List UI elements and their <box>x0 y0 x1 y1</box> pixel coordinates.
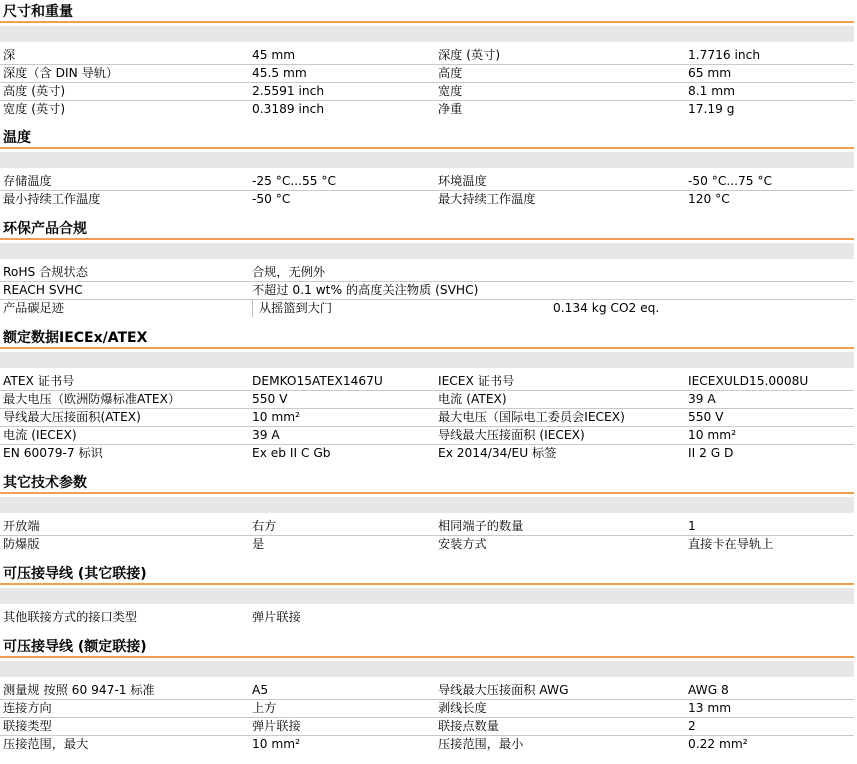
spec-value: 0.134 kg CO2 eq. <box>553 301 660 315</box>
section-header-band <box>0 243 854 259</box>
spec-label: 压接范围，最大 <box>3 737 89 751</box>
spec-label: 最大持续工作温度 <box>438 192 536 206</box>
table-row <box>0 445 854 463</box>
table-row <box>0 427 854 445</box>
spec-value: -50 °C...75 °C <box>688 174 772 188</box>
section-title: 其它技术参数 <box>0 472 854 494</box>
spec-label: 导线最大压接面积 AWG <box>438 683 569 697</box>
table-row <box>0 409 854 427</box>
section-clampable-rated <box>0 636 854 754</box>
spec-value: 右方 <box>252 519 277 533</box>
spec-value: IECEXULD15.0008U <box>688 374 809 388</box>
spec-value: 2.5591 inch <box>252 84 325 98</box>
spec-value: 39 A <box>252 428 280 442</box>
section-title: 尺寸和重量 <box>0 1 854 23</box>
spec-value: 0.22 mm² <box>688 737 748 751</box>
section-header-band <box>0 497 854 513</box>
spec-value: 39 A <box>688 392 716 406</box>
table-row <box>0 300 854 318</box>
section-title: 温度 <box>0 127 854 149</box>
spec-label: 深度 (英寸) <box>438 48 501 62</box>
spec-label: 产品碳足迹 <box>3 301 64 315</box>
spec-label: 电流 (IECEX) <box>3 428 77 442</box>
section-environmental-compliance <box>0 218 854 318</box>
table-row <box>0 264 854 282</box>
spec-value: Ex eb II C Gb <box>252 446 331 460</box>
spec-value: 合规，无例外 <box>252 265 326 279</box>
section-clampable-other <box>0 563 854 627</box>
section-other-technical <box>0 472 854 554</box>
section-title: 额定数据IECEx/ATEX <box>0 327 854 349</box>
spec-label: 联接类型 <box>3 719 52 733</box>
spec-label: 最大电压（欧洲防爆标准ATEX） <box>3 392 181 406</box>
spec-label: ATEX 证书号 <box>3 374 75 388</box>
spec-label: 宽度 (英寸) <box>3 102 66 116</box>
spec-value: 弹片联接 <box>252 610 301 624</box>
spec-label: 净重 <box>438 102 463 116</box>
table-row <box>0 536 854 554</box>
table-row <box>0 101 854 119</box>
spec-value: 2 <box>688 719 696 733</box>
spec-value: DEMKO15ATEX1467U <box>252 374 383 388</box>
spec-value: 120 °C <box>688 192 730 206</box>
table-row <box>0 700 854 718</box>
table-row <box>0 609 854 627</box>
table-row <box>0 682 854 700</box>
spec-label: 测量规 按照 60 947-1 标准 <box>3 683 155 697</box>
section-iecex-atex <box>0 327 854 463</box>
spec-value: 上方 <box>252 701 277 715</box>
spec-label: 开放端 <box>3 519 40 533</box>
spec-value: 13 mm <box>688 701 732 715</box>
spec-value: 10 mm² <box>252 737 301 751</box>
section-temperature <box>0 127 854 209</box>
spec-value: -50 °C <box>252 192 291 206</box>
spec-label: 剥线长度 <box>438 701 487 715</box>
section-title: 可压接导线 (额定联接) <box>0 636 854 658</box>
spec-label: 防爆版 <box>3 537 40 551</box>
spec-label: 存储温度 <box>3 174 52 188</box>
spec-label: 相同端子的数量 <box>438 519 524 533</box>
section-header-band <box>0 352 854 368</box>
spec-label: 导线最大压接面积 (IECEX) <box>438 428 585 442</box>
section-header-band <box>0 661 854 677</box>
spec-value: 45.5 mm <box>252 66 307 80</box>
spec-label: 高度 <box>438 66 463 80</box>
spec-label: 压接范围，最小 <box>438 737 524 751</box>
spec-label: EN 60079-7 标识 <box>3 446 103 460</box>
spec-value: 0.3189 inch <box>252 102 325 116</box>
spec-value: 1.7716 inch <box>688 48 761 62</box>
section-title: 环保产品合规 <box>0 218 854 240</box>
table-row <box>0 736 854 754</box>
spec-value: 550 V <box>688 410 724 424</box>
spec-value: 10 mm² <box>688 428 737 442</box>
table-row <box>0 65 854 83</box>
table-row <box>0 47 854 65</box>
spec-value: 从摇篮到大门 <box>259 301 333 315</box>
spec-value: AWG 8 <box>688 683 729 697</box>
section-title: 可压接导线 (其它联接) <box>0 563 854 585</box>
spec-label: 安装方式 <box>438 537 487 551</box>
spec-label: Ex 2014/34/EU 标签 <box>438 446 557 460</box>
spec-label: 深度（含 DIN 导轨） <box>3 66 119 80</box>
spec-value: 10 mm² <box>252 410 301 424</box>
table-row <box>0 518 854 536</box>
spec-label: 宽度 <box>438 84 463 98</box>
spec-label: 最小持续工作温度 <box>3 192 101 206</box>
spec-label: IECEX 证书号 <box>438 374 515 388</box>
spec-value: 17.19 g <box>688 102 735 116</box>
spec-value: 8.1 mm <box>688 84 736 98</box>
spec-value: -25 °C...55 °C <box>252 174 336 188</box>
spec-value: 550 V <box>252 392 288 406</box>
table-row <box>0 191 854 209</box>
table-row <box>0 373 854 391</box>
table-row <box>0 718 854 736</box>
spec-label: 环境温度 <box>438 174 487 188</box>
spec-value: A5 <box>252 683 269 697</box>
spec-label: 高度 (英寸) <box>3 84 66 98</box>
section-header-band <box>0 152 854 168</box>
spec-value: 是 <box>252 537 265 551</box>
spec-label: 最大电压（国际电工委员会IECEX) <box>438 410 625 424</box>
table-row <box>0 391 854 409</box>
spec-label: 其他联接方式的接口类型 <box>3 610 138 624</box>
table-row <box>0 173 854 191</box>
spec-value: II 2 G D <box>688 446 734 460</box>
spec-label: 电流 (ATEX) <box>438 392 507 406</box>
table-row <box>0 83 854 101</box>
spec-value: 1 <box>688 519 696 533</box>
section-header-band <box>0 588 854 604</box>
spec-value: 45 mm <box>252 48 296 62</box>
spec-label: 连接方向 <box>3 701 52 715</box>
spec-value: 直接卡在导轨上 <box>688 537 774 551</box>
spec-value: 不超过 0.1 wt% 的高度关注物质 (SVHC) <box>252 283 479 297</box>
spec-value: 65 mm <box>688 66 732 80</box>
spec-label: 深 <box>3 48 16 62</box>
spec-label: REACH SVHC <box>3 283 83 297</box>
section-dimensions-weight <box>0 1 854 119</box>
cell-divider <box>252 300 253 317</box>
spec-label: 联接点数量 <box>438 719 499 733</box>
spec-label: 导线最大压接面积(ATEX) <box>3 410 141 424</box>
spec-value: 弹片联接 <box>252 719 301 733</box>
spec-label: RoHS 合规状态 <box>3 265 88 279</box>
section-header-band <box>0 26 854 42</box>
table-row <box>0 282 854 300</box>
